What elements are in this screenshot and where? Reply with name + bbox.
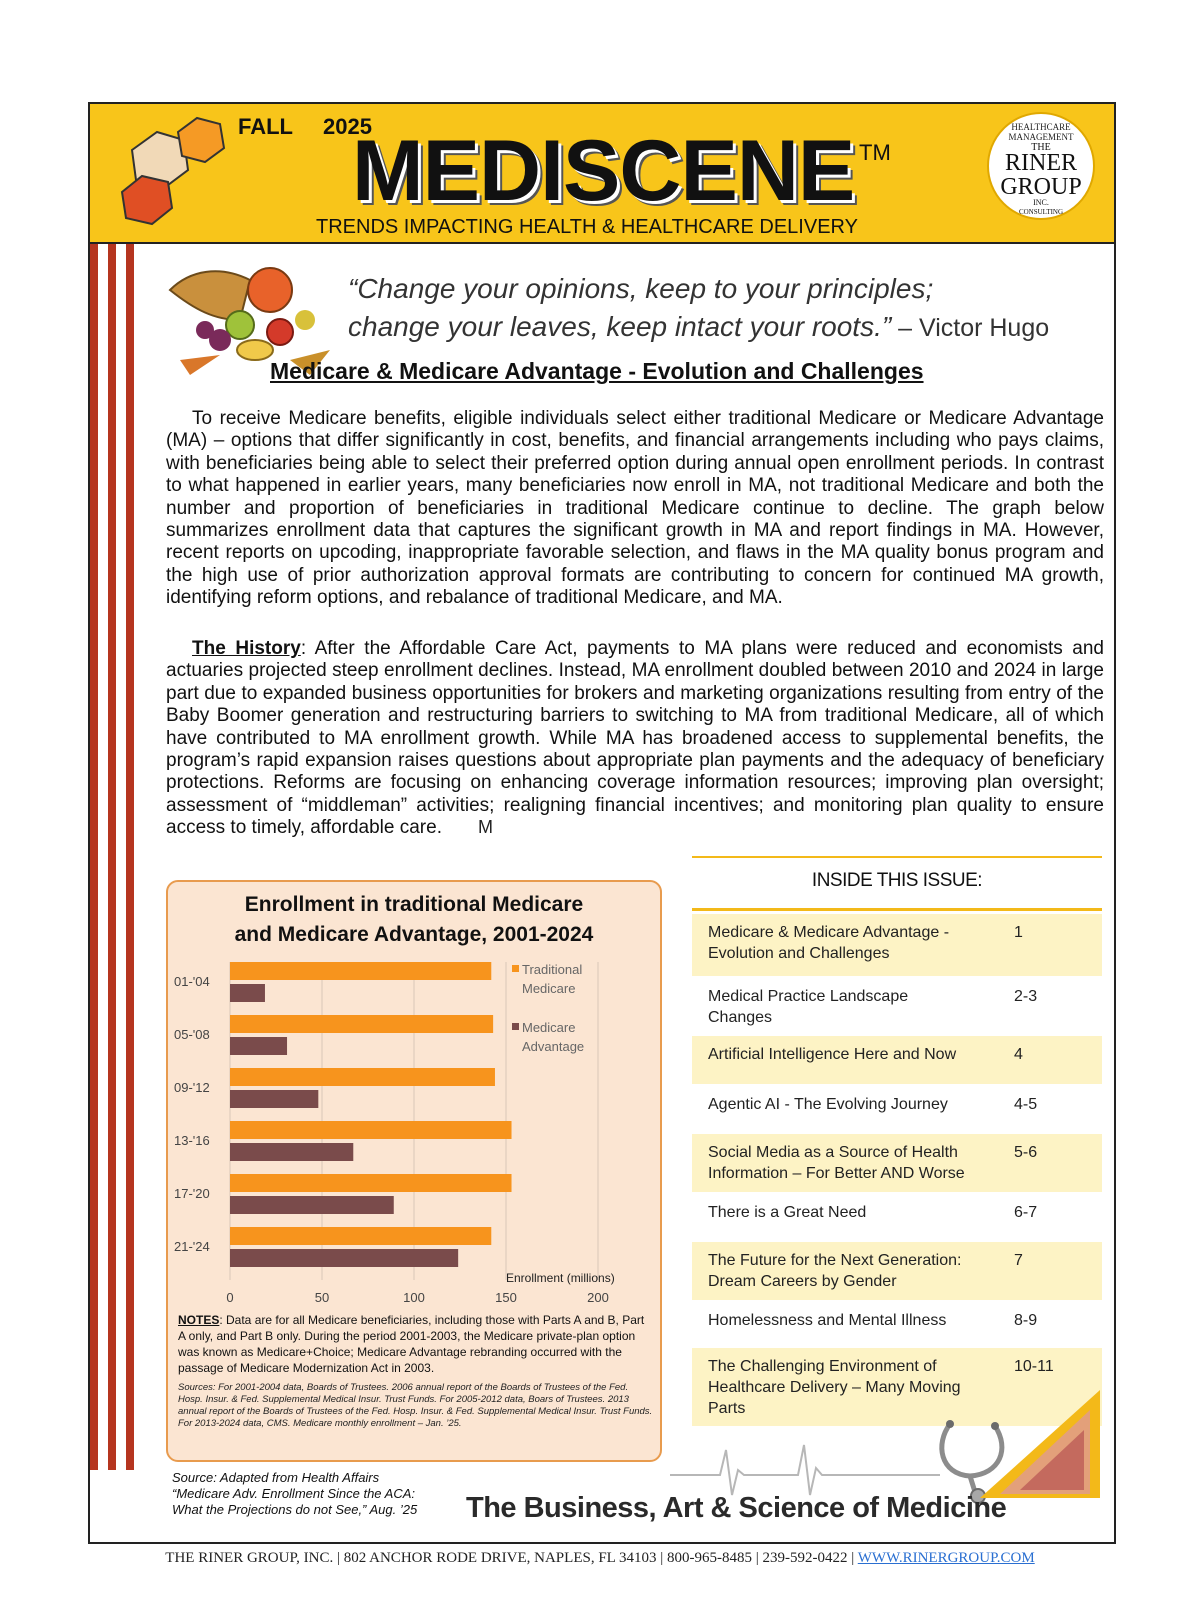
chart-sources: Sources: For 2001-2004 data, Boards of Trustees. 2006 annual report of the Boards of Trustees of the Fed. Hosp. Insur. & Fed. Supplemental Medical Insur. Trust Funds. For 2005-2012 data, Boars of Trustees. 2013 annual report of the Boards of Trustees of the Fed. Hosp. Insur. & Fed. Supplemental Medical Insur. Trust Funds. For 2013-2024 data, CMS. Medicare monthly enrollment – Jan. ’25. xyxy=(178,1382,653,1429)
article-paragraph-1: To receive Medicare benefits, eligible individuals select either traditional Medicare or Medicare Advantage (MA) – options that differ significantly in cost, benefits, and financial arrangements including who pays claims, with beneficiaries being able to select their preferred option during annual open enrollment periods. In contrast to what happened in earlier years, many beneficiaries now enroll in MA, not traditional Medicare and both the number and proportion of beneficiaries in traditional Medicare continue to decline. The graph below summarizes enrollment data that captures the significant growth in MA and report findings in MA. However, recent reports on upcoding, inappropriate favorable selection, and flaws in the MA quality bonus program and the high use of prior authorization approval formats are contributing to concern for continued MA growth, identifying reform options, and rebalance of traditional Medicare, and MA. xyxy=(166,408,1104,609)
issue-season: FALL xyxy=(238,114,293,139)
chart-plot xyxy=(168,952,660,1302)
toc-item-label: The Challenging Environment of Healthcare Delivery – Many Moving Parts xyxy=(708,1358,961,1417)
category-label: 17-'20 xyxy=(174,1186,210,1201)
riner-group-logo xyxy=(987,112,1095,220)
side-stripe xyxy=(90,244,98,1470)
toc-item-page: 4-5 xyxy=(1014,1096,1038,1113)
x-tick-label: 150 xyxy=(495,1290,517,1302)
legend-label: Medicare xyxy=(522,1020,576,1035)
footer-address: THE RINER GROUP, INC. | 802 ANCHOR RODE DRIVE, NAPLES, FL 34103 | 800-965-8485 | 239-592-0422 | xyxy=(165,1550,858,1566)
website-link[interactable]: WWW.RINERGROUP.COM xyxy=(857,1550,1035,1566)
masthead-title: MEDISCENE xyxy=(352,123,855,219)
x-tick-label: 200 xyxy=(587,1290,609,1302)
chart-notes xyxy=(178,1312,654,1376)
x-axis-label: Enrollment (millions) xyxy=(506,1271,615,1285)
toc-item[interactable] xyxy=(692,914,1102,976)
trademark-mark: TM xyxy=(859,140,891,165)
toc-item-label: Agentic AI - The Evolving Journey xyxy=(708,1096,948,1113)
opening-quote xyxy=(348,270,1088,347)
bar-advantage xyxy=(230,1196,394,1214)
issue-year: 2025 xyxy=(323,114,372,139)
quote-line-1: “Change your opinions, keep to your principles; xyxy=(348,273,934,304)
x-tick-label: 100 xyxy=(403,1290,425,1302)
category-label: 01-'04 xyxy=(174,974,210,989)
source-note xyxy=(172,1470,462,1518)
bar-traditional xyxy=(230,1015,493,1033)
toc-item-page: 5-6 xyxy=(1014,1144,1038,1161)
ekg-line-graphic xyxy=(670,1440,940,1500)
chart-title-line-1: Enrollment in traditional Medicare xyxy=(244,893,584,916)
x-tick-label: 50 xyxy=(314,1290,330,1302)
article-paragraph-2 xyxy=(166,638,1104,840)
toc-item[interactable] xyxy=(692,1134,1102,1192)
toc-item-page: 8-9 xyxy=(1014,1312,1038,1329)
toc-item[interactable] xyxy=(692,1086,1102,1132)
article-headline: Medicare & Medicare Advantage - Evolution and Challenges xyxy=(270,358,924,384)
bar-traditional xyxy=(230,1068,495,1086)
masthead-tagline: TRENDS IMPACTING HEALTH & HEALTHCARE DELIVERY xyxy=(316,216,858,238)
logo-riner: RINER xyxy=(1005,150,1077,176)
toc-item[interactable] xyxy=(692,1194,1102,1240)
toc-item-label: Artificial Intelligence Here and Now xyxy=(708,1046,957,1063)
toc-item[interactable] xyxy=(692,978,1102,1034)
history-text: : After the Affordable Care Act, payments to MA plans were reduced and economists and actuaries projected steep enrollment declines. Instead, MA enrollment doubled between 2010 and 2024 in large part due to expanded business opportunities for brokers and marketing organizations resulting from entry of the Baby Boomer generation and restructuring barriers to switching to MA from traditional Medicare, all of which have contributed to MA enrollment growth. While MA has broadened access to supplemental benefits, the program’s rapid expansion raises questions about appropriate plan payments and the adequacy of beneficiary protections. Reforms are focusing on enhancing coverage information resources; improving plan oversight; assessment of “middleman” activities; realigning financial incentives; and monitoring plan quality to ensure access to timely, affordable care. xyxy=(166,638,1104,839)
chart-title xyxy=(168,890,660,950)
enrollment-chart xyxy=(166,880,662,1462)
category-label: 13-'16 xyxy=(174,1133,210,1148)
legend-swatch xyxy=(512,965,519,972)
toc-item-page: 1 xyxy=(1014,924,1023,941)
legend-label: Traditional xyxy=(522,962,583,977)
bar-traditional xyxy=(230,1174,512,1192)
bar-traditional xyxy=(230,962,491,980)
bar-advantage xyxy=(230,1249,458,1267)
toc-item-page: 10-11 xyxy=(1014,1358,1054,1375)
category-label: 21-'24 xyxy=(174,1239,210,1254)
logo-group: GROUP xyxy=(1000,174,1082,200)
quote-line-2: change your leaves, keep intact your roots.” xyxy=(348,311,892,342)
toc-item-label: The Future for the Next Generation: Dream Careers by Gender xyxy=(708,1252,962,1290)
toc-item[interactable] xyxy=(692,1242,1102,1300)
legend-label: Advantage xyxy=(522,1039,585,1054)
source-note-line-1: Source: Adapted from Health Affairs xyxy=(172,1470,380,1485)
notes-label: NOTES xyxy=(178,1313,220,1327)
source-note-line-2: “Medicare Adv. Enrollment Since the ACA: xyxy=(172,1486,416,1501)
logo-arc-bottom: CONSULTING xyxy=(1018,208,1064,216)
history-label: The History xyxy=(192,638,301,659)
toc-rule xyxy=(692,908,1102,911)
toc-item-page: 2-3 xyxy=(1014,988,1038,1005)
quote-author: – Victor Hugo xyxy=(891,314,1050,342)
toc-item-page: 6-7 xyxy=(1014,1204,1038,1221)
bar-advantage xyxy=(230,1037,287,1055)
chart-title-line-2: and Medicare Advantage, 2001-2024 xyxy=(234,923,594,946)
bar-advantage xyxy=(230,984,265,1002)
toc-item-label: Medical Practice Landscape Changes xyxy=(708,988,909,1026)
footer-slogan: The Business, Art & Science of Medicine xyxy=(466,1492,1007,1524)
toc-item-label: Social Media as a Source of Health Information – For Better AND Worse xyxy=(708,1144,965,1182)
toc-item-label: Homelessness and Mental Illness xyxy=(708,1312,947,1329)
bar-advantage xyxy=(230,1090,318,1108)
logo-inc: INC. xyxy=(1033,198,1049,207)
corner-triangle-graphic xyxy=(980,1390,1100,1500)
legend-swatch xyxy=(512,1023,519,1030)
bar-traditional xyxy=(230,1121,512,1139)
category-label: 09-'12 xyxy=(174,1080,210,1095)
x-tick-label: 0 xyxy=(226,1290,234,1302)
toc-title: INSIDE THIS ISSUE: xyxy=(811,870,983,891)
bar-advantage xyxy=(230,1143,353,1161)
toc-item[interactable] xyxy=(692,1036,1102,1084)
toc-top-rule xyxy=(692,856,1102,858)
source-note-line-3: What the Projections do not See,” Aug. ’25 xyxy=(172,1502,418,1517)
logo-arc-top: HEALTHCARE MANAGEMENT xyxy=(1008,122,1074,142)
category-label: 05-'08 xyxy=(174,1027,210,1042)
toc-item[interactable] xyxy=(692,1302,1102,1346)
toc-item-label: There is a Great Need xyxy=(708,1204,867,1221)
logo-the: THE xyxy=(1031,142,1051,153)
side-stripe xyxy=(108,244,116,1470)
toc-item-page: 4 xyxy=(1014,1046,1023,1063)
side-stripe xyxy=(126,244,134,1470)
hexagon-graphic xyxy=(112,110,242,230)
notes-text: : Data are for all Medicare beneficiaries, including those with Parts A and B, Part A only, and Part B only. During the period 2001-2003, the Medicare private-plan option was known as Medicare+Choice; Medicare Advantage rebranding occurred with the passage of Medicare Modernization Act in 2003. xyxy=(178,1313,645,1375)
footer-contact-line xyxy=(0,1550,1200,1567)
toc-item-page: 7 xyxy=(1014,1252,1023,1269)
legend-label: Medicare xyxy=(522,981,576,996)
bar-traditional xyxy=(230,1227,491,1245)
toc-item-label: Medicare & Medicare Advantage - Evolution and Challenges xyxy=(708,924,950,962)
end-mark: M xyxy=(477,817,493,838)
